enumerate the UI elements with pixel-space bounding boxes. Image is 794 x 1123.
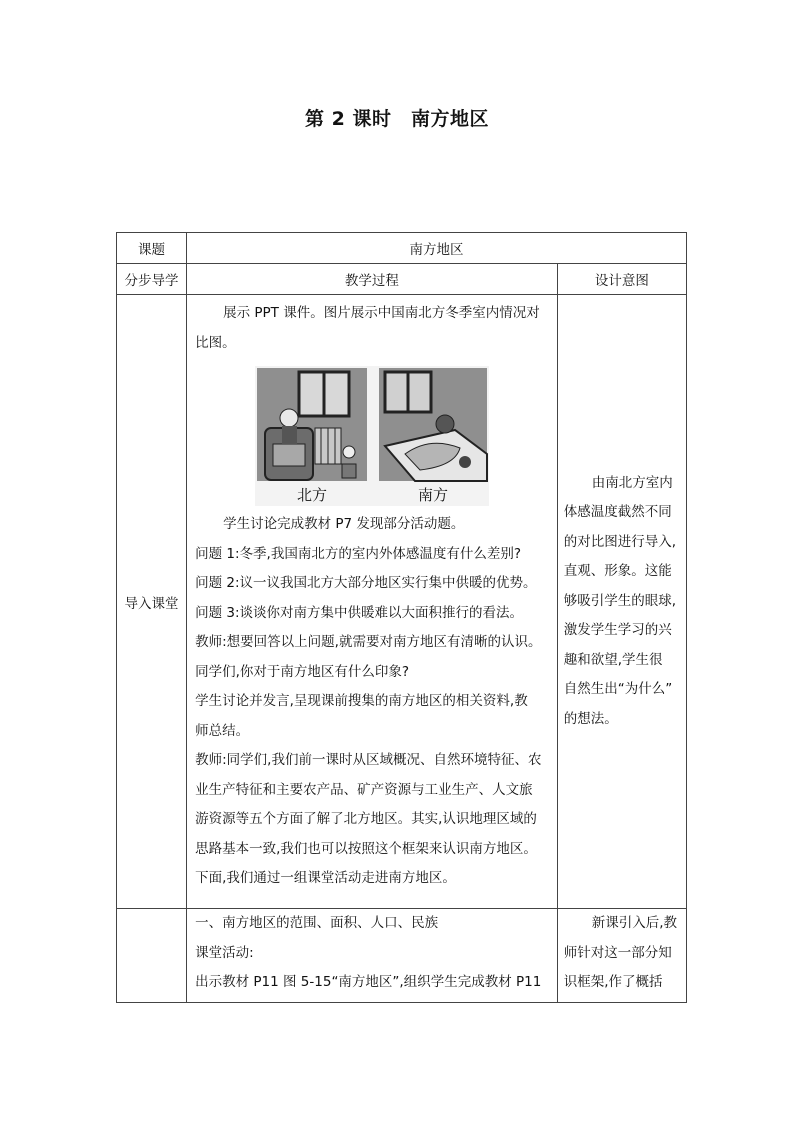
- lesson-plan-table: [116, 232, 687, 1003]
- column-header-intent: 设计意图: [557, 264, 686, 295]
- column-header-process: 教学过程: [187, 264, 558, 295]
- section-label: 导入课堂: [117, 295, 187, 909]
- comparison-figure: [187, 366, 557, 506]
- topic-row: [117, 233, 687, 264]
- topic-label: 课题: [117, 233, 187, 264]
- teaching-process-text: 学生讨论完成教材 P7 发现部分活动题。 问题 1:冬季,我国南北方的室内外体感温度有什么差别? 问题 2:议一议我国北方大部分地区实行集中供暖的优势。 问题 3:谈谈你对南方集中供暖难以大面积推行的看法。 教师:想要回答以上问题,就需要对南方地区有清晰的认识。 同学们,你对于南方地区有什么印象? 学生讨论并发言,呈现课前搜集的南方地区的相关资料,教 师总结。 教师:同学们,我们前一课时从区域概况、自然环境特征、农 业生产特征和主要农产品、矿产资源与工业生产、人文旅 游资源等五个方面了解了北方地区。其实,认识地理区域的 思路基本一致,我们也可以按照这个框架来认识南方地区。 下面,我们通过一组课堂活动走进南方地区。: [195, 516, 542, 886]
- section-intro-row: [117, 295, 687, 909]
- range-design-intent-text: 新课引入后,教 师针对这一部分知 识框架,作了概括: [563, 915, 678, 990]
- range-section-text: 一、南方地区的范围、面积、人口、民族 课堂活动: 出示教材 P11 图 5-15“南方地区”,组织学生完成教材 P11: [195, 915, 542, 990]
- column-header-steps: 分步导学: [117, 264, 187, 295]
- column-header-row: [117, 264, 687, 295]
- section-range-row: [117, 909, 687, 1003]
- intro-text: 展示 PPT 课件。图片展示中国南北方冬季室内情况对 比图。: [195, 305, 540, 351]
- south-caption: 南方: [417, 486, 448, 504]
- design-intent-text: 由南北方室内 体感温度截然不同 的对比图进行导入, 直观、形象。这能 够吸引学生的眼球, 激发学生学习的兴 趣和欲望,学生很 自然生出“为什么” 的想法。: [563, 474, 677, 727]
- page-title: 第 2 课时 南方地区: [305, 108, 489, 130]
- topic-value: 南方地区: [187, 233, 687, 264]
- section-label-empty: [117, 909, 187, 1003]
- north-south-indoor-comparison-image: [255, 366, 489, 506]
- north-caption: 北方: [296, 486, 327, 504]
